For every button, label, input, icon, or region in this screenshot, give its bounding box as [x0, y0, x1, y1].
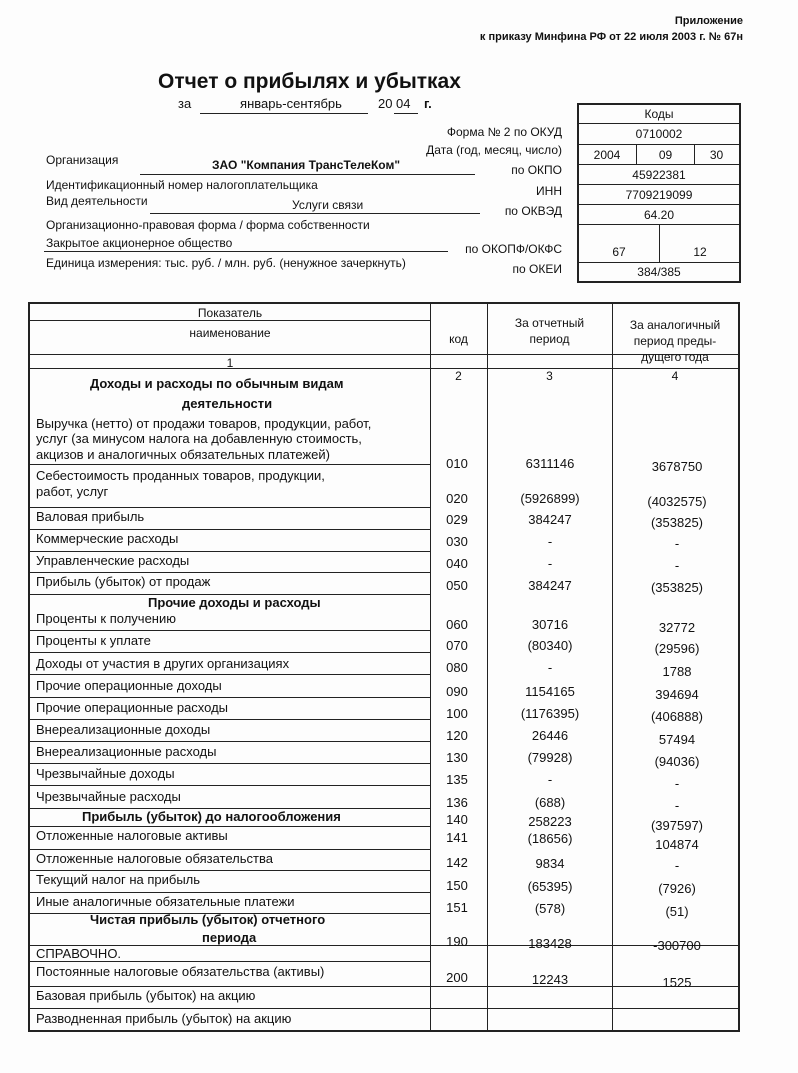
row-030-label: Коммерческие расходы	[36, 531, 179, 546]
section-other: Прочие доходы и расходы	[148, 595, 321, 610]
row-080-current: -	[547, 660, 553, 675]
unit-label: Единица измерения: тыс. руб. / млн. руб. (ненужное зачеркнуть)	[46, 256, 406, 270]
period-value: январь-сентябрь	[240, 96, 342, 111]
row-060-code: 060	[446, 617, 468, 632]
row-070-current: (80340)	[527, 638, 573, 653]
row-diluted-eps-label: Разводненная прибыль (убыток) на акцию	[36, 1011, 292, 1026]
row-100-current: (1176395)	[520, 706, 580, 721]
row-142-previous: -	[674, 858, 680, 873]
row-070-code: 070	[446, 638, 468, 653]
row-040-code: 040	[446, 556, 468, 571]
col-num-1: 1	[226, 356, 234, 370]
okpo-label: по ОКПО	[511, 163, 562, 177]
row-130-label: Внереализационные расходы	[36, 744, 217, 759]
inn-label: ИНН	[536, 184, 562, 198]
previous-header-3: дущего года	[641, 350, 709, 364]
appendix-title: Приложение	[674, 15, 743, 27]
row-030-current: -	[547, 534, 553, 549]
row-010-label-1: Выручка (нетто) от продажи товаров, продукции, работ,	[36, 416, 372, 431]
reference-label: СПРАВОЧНО.	[36, 946, 122, 961]
row-090-current: 1154165	[525, 684, 575, 699]
activity-label: Вид деятельности	[46, 194, 148, 208]
row-190-current: 183428	[528, 936, 572, 951]
row-151-current: (578)	[534, 901, 566, 916]
row-020-current: (5926899)	[520, 491, 580, 506]
row-130-current: (79928)	[527, 750, 573, 765]
okopf-label: по ОКОПФ/ОКФС	[465, 242, 562, 256]
legal-form-value: Закрытое акционерное общество	[46, 236, 233, 250]
inn-caption: Идентификационный номер налогоплательщика	[46, 178, 318, 192]
row-080-code: 080	[446, 660, 468, 675]
row-142-current: 9834	[535, 856, 565, 871]
row-135-current: -	[547, 772, 553, 787]
row-150-current: (65395)	[527, 879, 573, 894]
inn-code: 7709219099	[579, 185, 739, 205]
year-suffix: 04	[396, 96, 411, 111]
row-120-current: 26446	[531, 728, 569, 743]
date-label: Дата (год, месяц, число)	[426, 143, 562, 157]
row-010-label-2: услуг (за минусом налога на добавленную стоимость,	[36, 431, 362, 446]
row-060-current: 30716	[531, 617, 569, 632]
row-136-label: Чрезвычайные расходы	[36, 789, 181, 804]
section-ordinary-1: Доходы и расходы по обычным видам	[90, 376, 344, 391]
row-080-previous: 1788	[662, 664, 692, 679]
codes-title: Коды	[579, 105, 739, 124]
date-year: 2004	[593, 148, 621, 162]
row-141-code: 141	[446, 830, 468, 845]
row-050-current: 384247	[528, 578, 572, 593]
okud-code: 0710002	[579, 124, 739, 145]
row-100-code: 100	[446, 706, 468, 721]
col-num-2: 2	[455, 369, 462, 383]
row-029-label: Валовая прибыль	[36, 509, 145, 524]
row-070-previous: (29596)	[654, 641, 700, 656]
row-141-previous: 104874	[655, 837, 699, 852]
row-142-label: Отложенные налоговые обязательства	[36, 851, 273, 866]
row-080-label: Доходы от участия в других организациях	[36, 656, 290, 671]
period-prefix: за	[178, 96, 192, 111]
row-090-label: Прочие операционные доходы	[36, 678, 222, 693]
row-135-previous: -	[674, 776, 680, 791]
row-029-current: 384247	[528, 512, 572, 527]
okfs-code: 12	[659, 225, 740, 263]
row-030-previous: -	[674, 536, 680, 551]
row-136-current: (688)	[534, 795, 566, 810]
row-040-current: -	[547, 556, 553, 571]
row-190-label-1: Чистая прибыль (убыток) отчетного	[90, 912, 326, 927]
row-200-current: 12243	[531, 972, 569, 987]
row-120-code: 120	[446, 728, 468, 743]
row-100-previous: (406888)	[650, 709, 704, 724]
okved-code: 64.20	[579, 205, 739, 225]
row-150-code: 150	[446, 878, 468, 893]
row-150-label: Текущий налог на прибыль	[36, 872, 201, 887]
code-header: код	[449, 332, 468, 346]
row-040-previous: -	[674, 558, 680, 573]
row-010-current: 6311146	[525, 456, 575, 471]
date-code	[579, 145, 739, 165]
row-135-code: 135	[446, 772, 468, 787]
codes-box	[577, 103, 741, 283]
row-010-label-3: акцизов и аналогичных обязательных платежей)	[36, 447, 330, 462]
activity-value: Услуги связи	[292, 198, 364, 212]
row-090-code: 090	[446, 684, 468, 699]
row-141-current: (18656)	[527, 831, 573, 846]
row-060-previous: 32772	[658, 620, 696, 635]
row-150-previous: (7926)	[658, 881, 696, 896]
row-020-label-1: Себестоимость проданных товаров, продукции,	[36, 468, 325, 483]
row-base-eps-label: Базовая прибыль (убыток) на акцию	[36, 988, 256, 1003]
row-135-label: Чрезвычайные доходы	[36, 766, 175, 781]
row-190-previous: -300700	[653, 938, 701, 953]
row-029-code: 029	[446, 512, 468, 527]
row-142-code: 142	[446, 855, 468, 870]
row-010-previous: 3678750	[651, 459, 703, 474]
row-151-previous: (51)	[665, 904, 689, 919]
row-130-code: 130	[446, 750, 468, 765]
row-100-label: Прочие операционные расходы	[36, 700, 229, 715]
okved-label: по ОКВЭД	[504, 204, 562, 218]
section-ordinary-2: деятельности	[182, 396, 273, 411]
row-190-label-2: периода	[202, 930, 257, 945]
okei-label: по ОКЕИ	[512, 262, 562, 276]
row-140-previous: (397597)	[650, 818, 704, 833]
previous-header-1: За аналогичный	[629, 318, 721, 332]
year-unit: г.	[424, 96, 432, 111]
organization-value: ЗАО "Компания ТрансТелеКом"	[212, 158, 401, 172]
organization-label: Организация	[46, 153, 119, 167]
col-num-3: 3	[546, 369, 553, 383]
okopf-okfs-code	[579, 225, 739, 263]
row-050-label: Прибыль (убыток) от продаж	[36, 574, 211, 589]
row-030-code: 030	[446, 534, 468, 549]
row-136-previous: -	[674, 798, 680, 813]
date-month: 09	[636, 145, 695, 164]
row-130-previous: (94036)	[654, 754, 700, 769]
current-header-2: период	[529, 332, 570, 346]
row-050-previous: (353825)	[650, 580, 704, 595]
row-040-label: Управленческие расходы	[36, 553, 190, 568]
row-190-code: 190	[446, 934, 468, 949]
row-140-current: 258223	[528, 814, 572, 829]
row-060-label: Проценты к получению	[36, 611, 176, 626]
row-029-previous: (353825)	[650, 515, 704, 530]
income-statement-table	[28, 302, 740, 1032]
row-136-code: 136	[446, 795, 468, 810]
row-200-label: Постоянные налоговые обязательства (активы)	[36, 964, 325, 979]
row-020-code: 020	[446, 491, 468, 506]
row-070-label: Проценты к уплате	[36, 633, 151, 648]
okei-code: 384/385	[637, 265, 681, 279]
previous-header-2: период преды-	[633, 334, 717, 348]
row-200-code: 200	[446, 970, 468, 985]
appendix-reference: к приказу Минфина РФ от 22 июля 2003 г. № 67н	[479, 31, 743, 43]
col-num-4: 4	[671, 369, 679, 383]
row-090-previous: 394694	[655, 687, 699, 702]
row-151-label: Иные аналогичные обязательные платежи	[36, 894, 295, 909]
row-020-label-2: работ, услуг	[36, 484, 109, 499]
legal-form-label: Организационно-правовая форма / форма собственности	[46, 218, 370, 232]
okopf-code: 67	[612, 245, 626, 259]
indicator-header: Показатель	[197, 306, 263, 320]
row-151-code: 151	[446, 900, 468, 915]
row-020-previous: (4032575)	[647, 494, 707, 509]
row-140-label: Прибыль (убыток) до налогообложения	[82, 809, 341, 824]
name-header: наименование	[189, 326, 271, 340]
row-141-label: Отложенные налоговые активы	[36, 828, 228, 843]
year-prefix: 20	[378, 96, 393, 111]
row-010-code: 010	[446, 456, 468, 471]
page-title: Отчет о прибылях и убытках	[158, 70, 461, 93]
okud-label: Форма № 2 по ОКУД	[446, 125, 562, 139]
row-140-code: 140	[446, 812, 468, 827]
date-day: 30	[709, 148, 724, 162]
row-050-code: 050	[446, 578, 468, 593]
row-200-previous: 1525	[662, 975, 692, 990]
row-120-previous: 57494	[658, 732, 696, 747]
okpo-code: 45922381	[579, 165, 739, 185]
row-120-label: Внереализационные доходы	[36, 722, 211, 737]
current-header-1: За отчетный	[514, 316, 585, 330]
